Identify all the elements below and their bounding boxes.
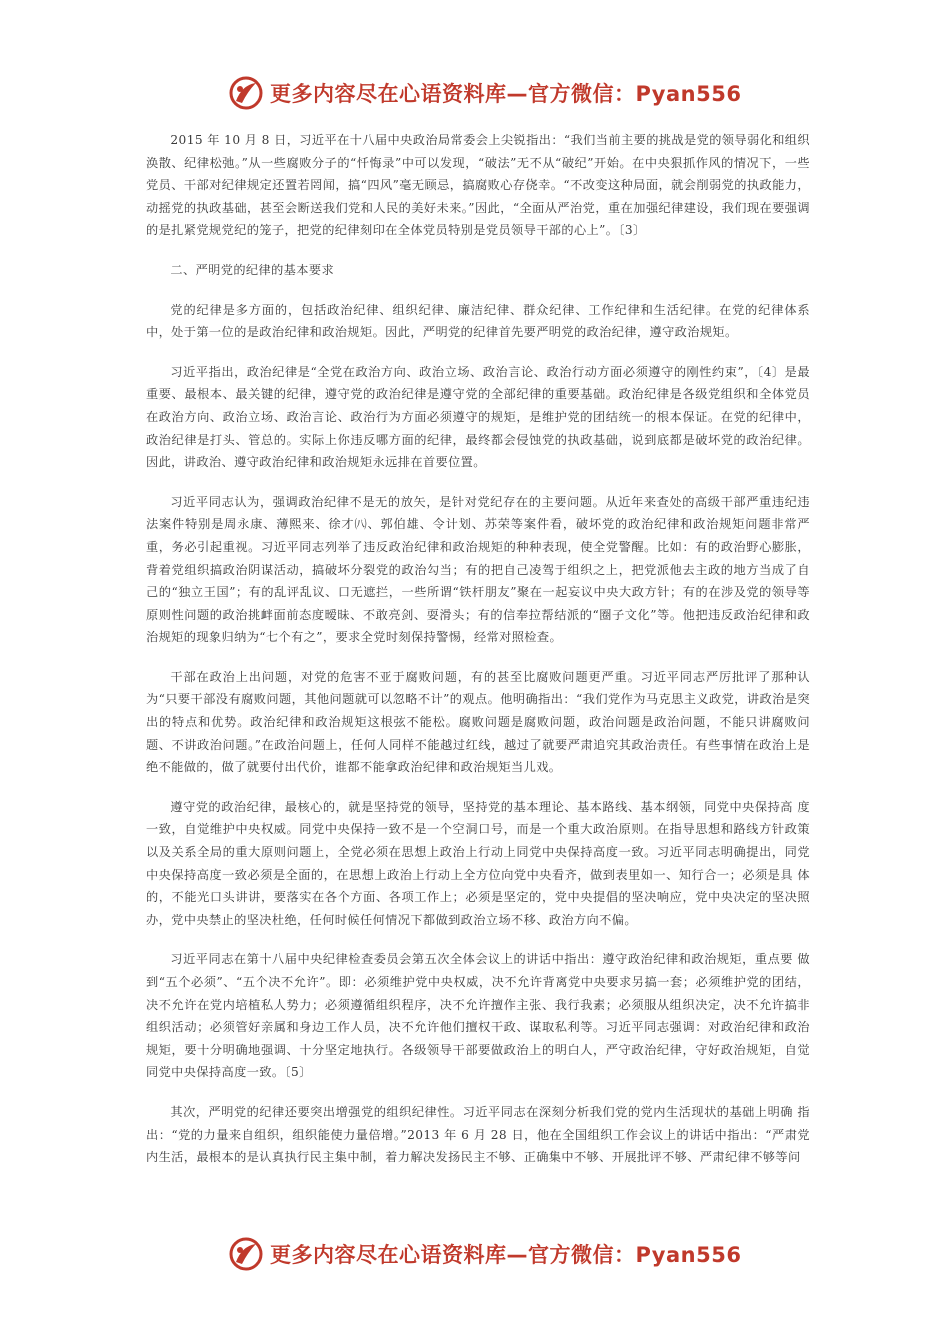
paragraph: 党的纪律是多方面的，包括政治纪律、组织纪律、廉洁纪律、群众纪律、工作纪律和生活纪律。在党的纪律体系中，处于第一位的是政治纪律和政治规矩。因此，严明党的纪律首先要严明党的政治纪律，遵守政治规矩。 <box>146 302 810 340</box>
paragraph: 其次，严明党的纪律还要突出增强党的组织纪律性。习近平同志在深刻分析我们党的党内生活现状的基础上明确 指出：“党的力量来自组织，组织能使力量倍增。”2013 年 6 月 28 日，他在全国组织工作会议上的讲话中指出：“严肃党内生活，最根本的是认真执行民主集中制，着力解决发扬民主不够、正确集中不够、开展批评不够、严肃纪律不够等问 <box>146 1104 810 1165</box>
watermark-banner-top <box>0 73 950 113</box>
watermark-text: 更多内容尽在心语资料库—官方微信：Pyan556 <box>270 1243 742 1267</box>
section-heading: 二、严明党的纪律的基本要求 <box>170 262 335 277</box>
watermark-text: 更多内容尽在心语资料库—官方微信：Pyan556 <box>270 82 742 106</box>
document-body <box>146 129 810 1186</box>
paragraph: 习近平同志在第十八届中央纪律检查委员会第五次全体会议上的讲话中指出：遵守政治纪律和政治规矩，重点要 做到“五个必须”、“五个决不允许”。即：必须维护党中央权威，决不允许背离党中央要求另搞一套；必须维护党的团结， 决不允许在党内培植私人势力；必须遵循组织程序，决不允许擅作主张、我行我素；必须服从组织决定，决不允许搞非组织活动；必须管好亲属和身边工作人员，决不允许他们擅权干政、谋取私利等。习近平同志强调：对政治纪律和政治规矩，要十分明确地强调、十分坚定地执行。各级领导干部要做政治上的明白人，严守政治纪律，守好政治规矩，自觉同党中央保持高度一致。〔5〕 <box>146 952 810 1080</box>
watermark-banner-bottom <box>0 1234 950 1274</box>
paragraph: 习近平同志认为，强调政治纪律不是无的放矢，是针对党纪存在的主要问题。从近年来查处的高级干部严重违纪违法案件特别是周永康、薄熙来、徐才㈧、郭伯雄、令计划、苏荣等案件看，破坏党的政治纪律和政治规矩问题非常严重，务必引起重视。习近平同志列举了违反政治纪律和政治规矩的种种表现，使全党警醒。比如：有的政治野心膨胀， 背着党组织搞政治阴谋活动，搞破坏分裂党的政治勾当；有的把自己凌驾于组织之上，把党派他去主政的地方当成了自己的“独立王国”；有的乱评乱议、口无遮拦，一些所谓“铁杆朋友”聚在一起妄议中央大政方针；有的在涉及党的领导等原则性问题的政治挑衅面前态度暧昧、不敢亮剑、耍滑头；有的信奉拉帮结派的“圈子文化”等。他把违反政治纪律和政治规矩的现象归纳为“七个有之”，要求全党时刻保持警惕，经常对照检查。 <box>146 494 810 645</box>
paragraph: 干部在政治上出问题，对党的危害不亚于腐败问题，有的甚至比腐败问题更严重。习近平同志严厉批评了那种认 为“只要干部没有腐败问题，其他问题就可以忽略不计”的观点。他明确指出：“我们党作为马克思主义政党，讲政治是突出的特点和优势。政治纪律和政治规矩这根弦不能松。腐败问题是腐败问题，政治问题是政治问题，不能只讲腐败问题、不讲政治问题。”在政治问题上，任何人同样不能越过红线，越过了就要严肃追究其政治责任。有些事情在政治上是绝不能做的，做了就要付出代价，谁都不能拿政治纪律和政治规矩当儿戏。 <box>146 669 810 775</box>
paragraph: 2015 年 10 月 8 日，习近平在十八届中央政治局常委会上尖锐指出：“我们当前主要的挑战是党的领导弱化和组织涣散、纪律松弛。”从一些腐败分子的“忏悔录”中可以发现，“破法”无不从“破纪”开始。在中央狠抓作风的情况下，一些党员、干部对纪律规定还置若罔闻，搞“四风”毫无顾忌，搞腐败心存侥幸。“不改变这种局面，就会削弱党的执政能力，动摇党的执政基础，甚至会断送我们党和人民的美好未来。”因此，“全面从严治党，重在加强纪律建设，我们现在要强调的是扎紧党规党纪的笼子，把党的纪律刻印在全体党员特别是党员领导干部的心上”。〔3〕 <box>146 133 810 238</box>
brush-logo-icon <box>228 75 264 111</box>
paragraph: 遵守党的政治纪律，最核心的，就是坚持党的领导，坚持党的基本理论、基本路线、基本纲领，同党中央保持高 度一致，自觉维护中央权威。同党中央保持一致不是一个空洞口号，而是一个重大政治原则。在指导思想和路线方针政策以及关系全局的重大原则问题上，全党必须在思想上政治上行动上同党中央保持高度一致。习近平同志明确提出，同党中央保持高度一致必须是全面的，在思想上政治上行动上全方位向党中央看齐，做到表里如一、知行合一；必须是具 体的，不能光口头讲讲，要落实在各个方面、各项工作上；必须是坚定的，党中央提倡的坚决响应，党中央决定的坚决照办，党中央禁止的坚决杜绝，任何时候任何情况下都做到政治立场不移、政治方向不偏。 <box>146 799 810 927</box>
brush-logo-icon <box>228 1236 264 1272</box>
paragraph: 习近平指出，政治纪律是“全党在政治方向、政治立场、政治言论、政治行动方面必须遵守的刚性约束”，〔4〕是最重要、最根本、最关键的纪律，遵守党的政治纪律是遵守党的全部纪律的重要基础。政治纪律是各级党组织和全体党员在政治方向、政治立场、政治言论、政治行为方面必须遵守的规矩，是维护党的团结统一的根本保证。在党的纪律中， 政治纪律是打头、管总的。实际上你违反哪方面的纪律，最终都会侵蚀党的执政基础，说到底都是破坏党的政治纪律。因此，讲政治、遵守政治纪律和政治规矩永远排在首要位置。 <box>146 364 810 470</box>
